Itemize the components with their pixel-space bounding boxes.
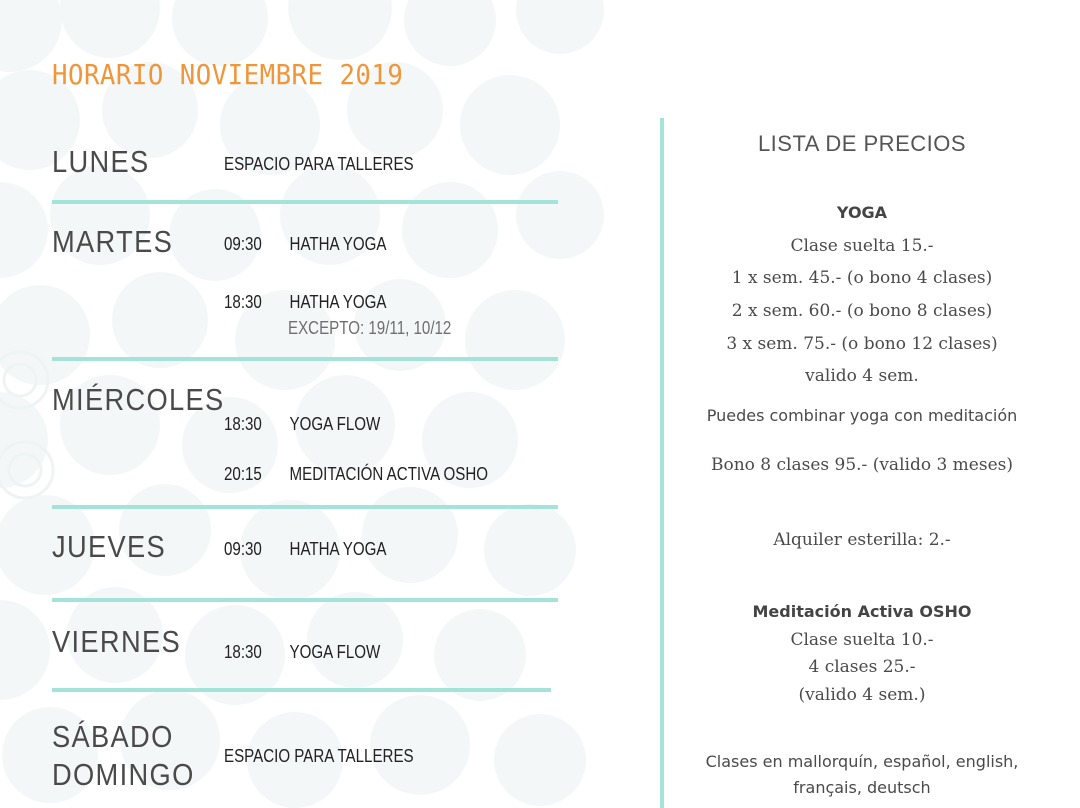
martes-note: EXCEPTO: 19/11, 10/12 [288,318,452,338]
osho-price-line: 4 clases 25.- [808,657,916,677]
divider [52,505,558,509]
viernes-class-1 [224,642,380,663]
mat-rental-price: Alquiler esterilla: 2.- [773,530,951,550]
weekend-workshop: ESPACIO PARA TALLERES [224,746,414,766]
class-time: 09:30 [224,539,262,559]
yoga-price-line: valido 4 sem. [805,366,919,386]
divider [52,598,558,602]
day-martes: MARTES [52,224,174,259]
day-miercoles: MIÉRCOLES [52,382,225,417]
class-name: HATHA YOGA [289,292,387,312]
day-domingo: DOMINGO [52,757,195,792]
lunes-workshop: ESPACIO PARA TALLERES [224,154,414,174]
prices-heading: LISTA DE PRECIOS [757,131,967,156]
languages-line: Clases en mallorquín, español, english, [705,752,1019,771]
jueves-class-1 [224,539,386,560]
class-time: 18:30 [224,292,262,312]
class-name: HATHA YOGA [289,539,387,559]
divider [52,688,551,692]
osho-price-line: (valido 4 sem.) [798,685,926,705]
divider [52,200,558,204]
bono-price: Bono 8 clases 95.- (valido 3 meses) [710,455,1014,475]
class-name: YOGA FLOW [289,642,381,662]
class-time: 09:30 [224,234,262,254]
yoga-price-line: 2 x sem. 60.- (o bono 8 clases) [731,301,993,321]
osho-title: Meditación Activa OSHO [752,602,972,621]
martes-class-2 [224,292,386,313]
miercoles-class-2 [224,464,488,485]
day-viernes: VIERNES [52,624,182,659]
yoga-price-line: 3 x sem. 75.- (o bono 12 clases) [726,334,998,354]
class-time: 20:15 [224,464,262,484]
divider [52,357,558,361]
combine-note: Puedes combinar yoga con meditación [706,406,1018,425]
day-sabado: SÁBADO [52,719,174,754]
martes-class-1 [224,234,386,255]
page-title: HORARIO NOVIEMBRE 2019 [52,58,404,91]
class-name: MEDITACIÓN ACTIVA OSHO [289,464,489,484]
yoga-title: YOGA [836,203,888,222]
class-name: YOGA FLOW [289,414,381,434]
class-name: HATHA YOGA [289,234,387,254]
class-time: 18:30 [224,642,262,662]
miercoles-class-1 [224,414,380,435]
yoga-price-line: Clase suelta 15.- [790,236,934,256]
day-jueves: JUEVES [52,529,167,564]
yoga-price-line: 1 x sem. 45.- (o bono 4 clases) [731,268,993,288]
class-time: 18:30 [224,414,262,434]
day-lunes: LUNES [52,144,150,179]
languages-line: français, deutsch [793,778,931,797]
osho-price-line: Clase suelta 10.- [790,630,934,650]
